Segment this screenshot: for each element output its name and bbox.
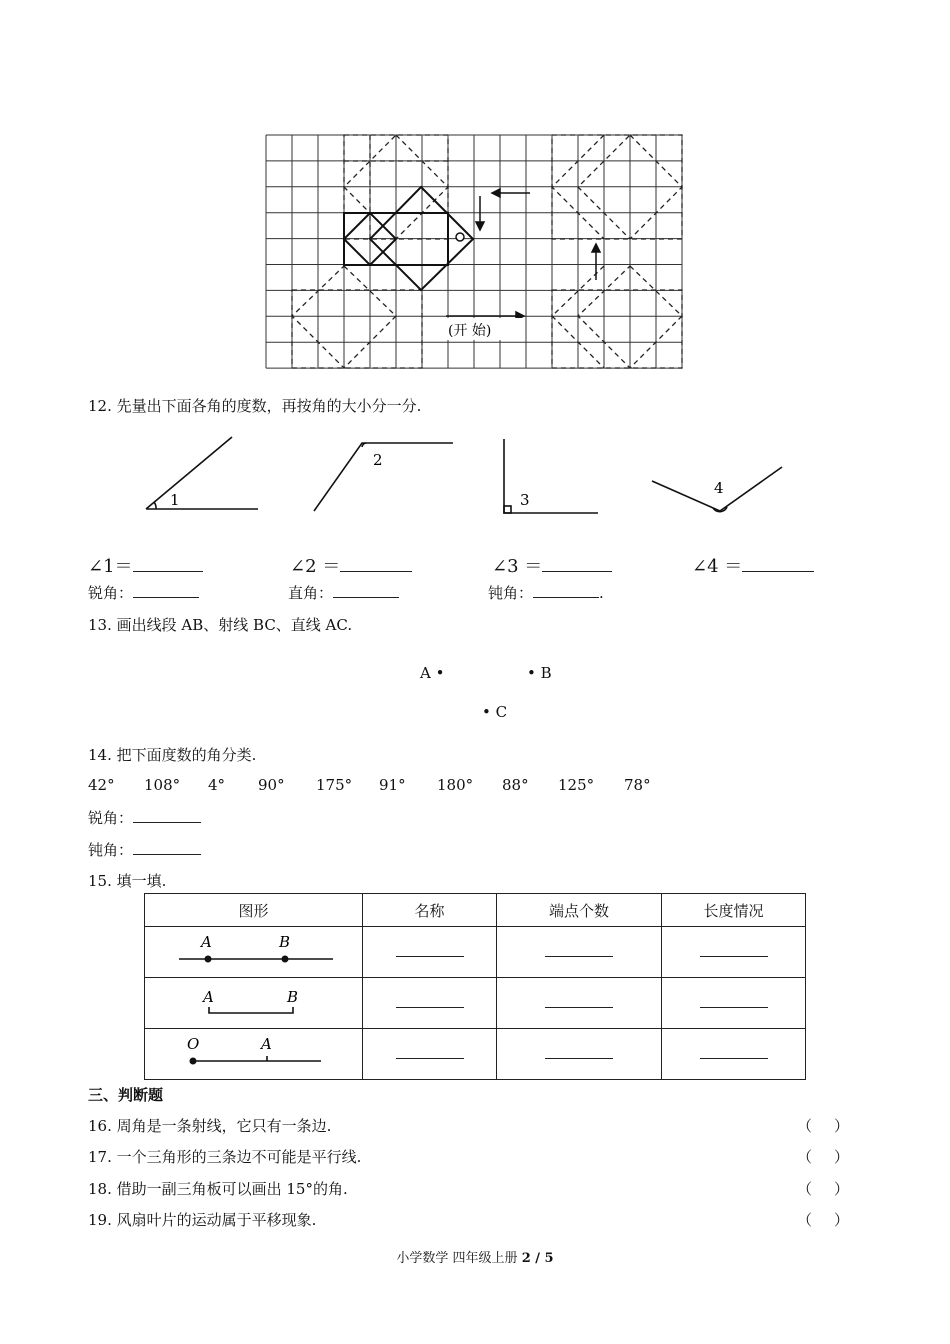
footer-page: 2 / 5 <box>521 1251 554 1266</box>
row3-endpoints-blank[interactable] <box>545 1057 613 1059</box>
judge-item-19: 19. 风扇叶片的运动属于平移现象. <box>88 1211 317 1229</box>
degree-item: 42° <box>88 776 115 794</box>
angle-1-label: 1 <box>170 491 180 509</box>
obtuse-row: 钝角： . <box>488 584 604 602</box>
point-b: • B <box>527 664 552 682</box>
judge-16-answer[interactable]: （ ） <box>797 1117 849 1135</box>
start-label: (开 始) <box>448 323 492 339</box>
acute-row: 锐角： <box>88 582 199 603</box>
row3-label-a: A <box>261 1035 272 1053</box>
row3-length-blank[interactable] <box>700 1057 768 1059</box>
q14-acute-blank[interactable] <box>133 808 201 823</box>
q14-obtuse-blank[interactable] <box>133 840 201 855</box>
q14-acute-row: 锐角： <box>88 807 201 828</box>
header-figure: 图形 <box>145 894 363 927</box>
row1-label-b: B <box>279 933 291 951</box>
point-c: • C <box>482 703 508 721</box>
judge-item-17: 17. 一个三角形的三条边不可能是平行线. <box>88 1148 362 1166</box>
degree-item: 88° <box>502 776 529 794</box>
point-a: A • <box>420 664 445 682</box>
row2-label-b: B <box>287 988 299 1006</box>
right-blank[interactable] <box>333 583 399 598</box>
q15-text: 15. 填一填. <box>88 872 167 890</box>
move-arrows <box>446 189 600 320</box>
angle-1-measure: ∠1＝ <box>88 552 203 578</box>
q12-text: 12. 先量出下面各角的度数，再按角的大小分一分. <box>88 397 422 415</box>
degree-item: 78° <box>624 776 651 794</box>
angle-1-blank[interactable] <box>133 557 203 572</box>
row2-label-a: A <box>203 988 214 1006</box>
angle-3-blank[interactable] <box>542 557 612 572</box>
degree-item: 91° <box>379 776 406 794</box>
degree-item: 108° <box>144 776 181 794</box>
header-endpoints: 端点个数 <box>497 894 662 927</box>
degree-item: 175° <box>316 776 353 794</box>
table-row <box>145 978 806 1029</box>
judge-19-answer[interactable]: （ ） <box>797 1211 849 1229</box>
table-row <box>145 1029 806 1080</box>
judge-17-answer[interactable]: （ ） <box>797 1148 849 1166</box>
degree-item: 90° <box>258 776 285 794</box>
row1-name-blank[interactable] <box>396 955 464 957</box>
translation-grid-figure <box>0 0 950 400</box>
degree-list <box>88 776 688 796</box>
figure-segment <box>145 978 363 1029</box>
angle-4-blank[interactable] <box>742 557 814 572</box>
table-row <box>145 927 806 978</box>
figure-line <box>145 927 363 978</box>
row1-label-a: A <box>201 933 212 951</box>
q14-obtuse-row: 钝角： <box>88 839 201 860</box>
row3-name-blank[interactable] <box>396 1057 464 1059</box>
row1-length-blank[interactable] <box>700 955 768 957</box>
angle-2-measure: ∠2 ＝ <box>290 552 412 578</box>
q14-text: 14. 把下面度数的角分类. <box>88 746 257 764</box>
angle-4-measure: ∠4 ＝ <box>692 552 814 578</box>
header-name: 名称 <box>363 894 497 927</box>
section3-title: 三、判断题 <box>88 1086 164 1104</box>
page-footer <box>0 1247 950 1266</box>
angle-3-label: 3 <box>520 491 530 509</box>
row3-label-o: O <box>187 1035 200 1053</box>
q13-text: 13. 画出线段 AB、射线 BC、直线 AC. <box>88 616 353 634</box>
degree-item: 4° <box>208 776 226 794</box>
acute-blank[interactable] <box>133 583 199 598</box>
angle-3-measure: ∠3 ＝ <box>492 552 612 578</box>
angle-4-label: 4 <box>714 479 724 497</box>
header-length: 长度情况 <box>662 894 806 927</box>
angle-2-label: 2 <box>373 451 383 469</box>
right-row: 直角： <box>288 582 399 603</box>
judge-item-18: 18. 借助一副三角板可以画出 15°的角. <box>88 1180 348 1198</box>
footer-subject: 小学数学 四年级上册 <box>396 1251 518 1266</box>
fill-table <box>144 893 806 1080</box>
row1-endpoints-blank[interactable] <box>545 955 613 957</box>
q12-angles <box>0 425 950 555</box>
degree-item: 125° <box>558 776 595 794</box>
obtuse-blank[interactable] <box>533 583 599 598</box>
degree-item: 180° <box>437 776 474 794</box>
row2-name-blank[interactable] <box>396 1006 464 1008</box>
angle-2-blank[interactable] <box>340 557 412 572</box>
judge-18-answer[interactable]: （ ） <box>797 1180 849 1198</box>
figure-ray <box>145 1029 363 1080</box>
row2-length-blank[interactable] <box>700 1006 768 1008</box>
judge-item-16: 16. 周角是一条射线，它只有一条边. <box>88 1117 332 1135</box>
row2-endpoints-blank[interactable] <box>545 1006 613 1008</box>
